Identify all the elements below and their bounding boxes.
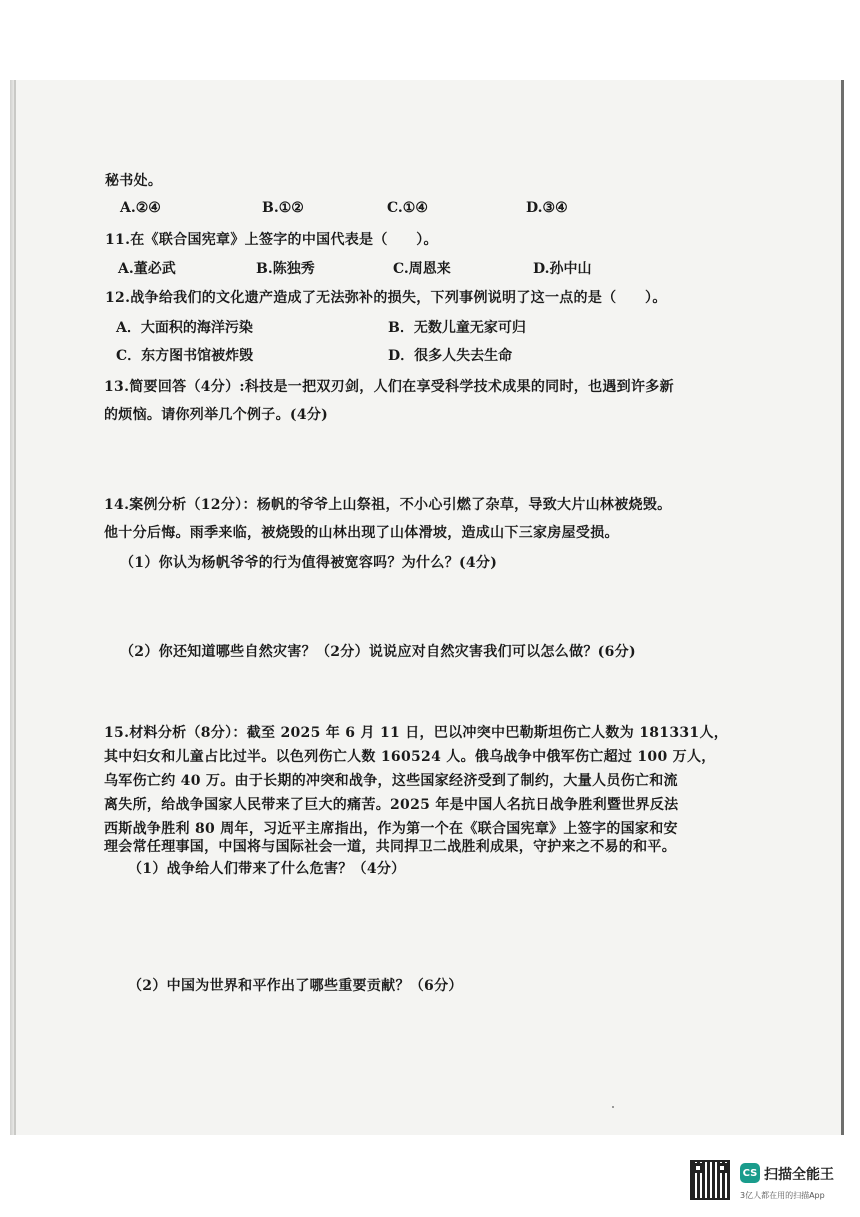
- q10-option-d: D.③④: [526, 200, 568, 216]
- q11-option-d: D.孙中山: [533, 261, 592, 277]
- q15-line-3: 乌军伤亡约 40 万。由于长期的冲突和战争，这些国家经济受到了制约，大量人员伤亡和流: [104, 773, 678, 789]
- q12-option-a: A．大面积的海洋污染: [116, 320, 253, 336]
- q14-line-2: 他十分后悔。雨季来临，被烧毁的山林出现了山体滑坡，造成山下三家房屋受损。: [104, 525, 619, 541]
- q12-option-c: C．东方图书馆被炸毁: [116, 348, 254, 364]
- scanner-footer: [0, 1140, 860, 1217]
- q11-stem: 11.在《联合国宪章》上签字的中国代表是（ ）。: [105, 232, 438, 248]
- brand-name: 扫描全能王: [764, 1167, 834, 1183]
- q14-sub-1: （1）你认为杨帆爷爷的行为值得被宽容吗？为什么？(4分): [120, 555, 498, 571]
- q10-option-a: A.②④: [120, 200, 161, 216]
- q15-sub-2: （2）中国为世界和平作出了哪些重要贡献？（6分）: [128, 978, 463, 994]
- q11-option-c: C.周恩来: [393, 261, 451, 277]
- camscanner-logo-icon: CS: [740, 1163, 760, 1183]
- q15-line-2: 其中妇女和儿童占比过半。以色列伤亡人数 160524 人。俄乌战争中俄军伤亡超过 100 万人，: [104, 749, 716, 765]
- q15-sub-1: （1）战争给人们带来了什么危害？（4分）: [128, 861, 406, 877]
- q12-option-b: B．无数儿童无家可归: [388, 320, 526, 336]
- q11-option-a: A.董必武: [118, 261, 176, 277]
- q10-option-b: B.①②: [262, 200, 304, 216]
- q15-line-1: 15.材料分析（8分）：截至 2025 年 6 月 11 日，巴以冲突中巴勒斯坦伤亡人数为 181331人，: [104, 725, 729, 741]
- q13-line-1: 13.简要回答（4分）:科技是一把双刃剑，人们在享受科学技术成果的同时，也遇到许多新: [104, 379, 674, 395]
- q14-line-1: 14.案例分析（12分）：杨帆的爷爷上山祭祖，不小心引燃了杂草，导致大片山林被烧毁。: [104, 497, 672, 513]
- q12-stem: 12.战争给我们的文化遗产造成了无法弥补的损失，下列事例说明了这一点的是（ ）。: [105, 290, 667, 306]
- q14-sub-2: （2）你还知道哪些自然灾害？（2分）说说应对自然灾害我们可以怎么做？(6分): [120, 644, 636, 660]
- q10-option-c: C.①④: [387, 200, 428, 216]
- scan-speck: [612, 1106, 614, 1108]
- continuation-text: 秘书处。: [105, 173, 163, 189]
- brand-tagline: 3亿人都在用的扫描App: [740, 1191, 825, 1200]
- qr-code-icon: [690, 1160, 730, 1200]
- q12-option-d: D．很多人失去生命: [388, 348, 513, 364]
- q15-line-5: 西斯战争胜利 80 周年，习近平主席指出，作为第一个在《联合国宪章》上签字的国家和安: [104, 821, 678, 837]
- q15-line-4: 离失所，给战争国家人民带来了巨大的痛苦。2025 年是中国人名抗日战争胜利暨世界反法: [104, 797, 679, 813]
- q15-line-6: 理会常任理事国，中国将与国际社会一道，共同捍卫二战胜利成果，守护来之不易的和平。: [104, 839, 676, 855]
- q11-option-b: B.陈独秀: [256, 261, 315, 277]
- q13-line-2: 的烦恼。请你列举几个例子。(4分): [104, 407, 329, 423]
